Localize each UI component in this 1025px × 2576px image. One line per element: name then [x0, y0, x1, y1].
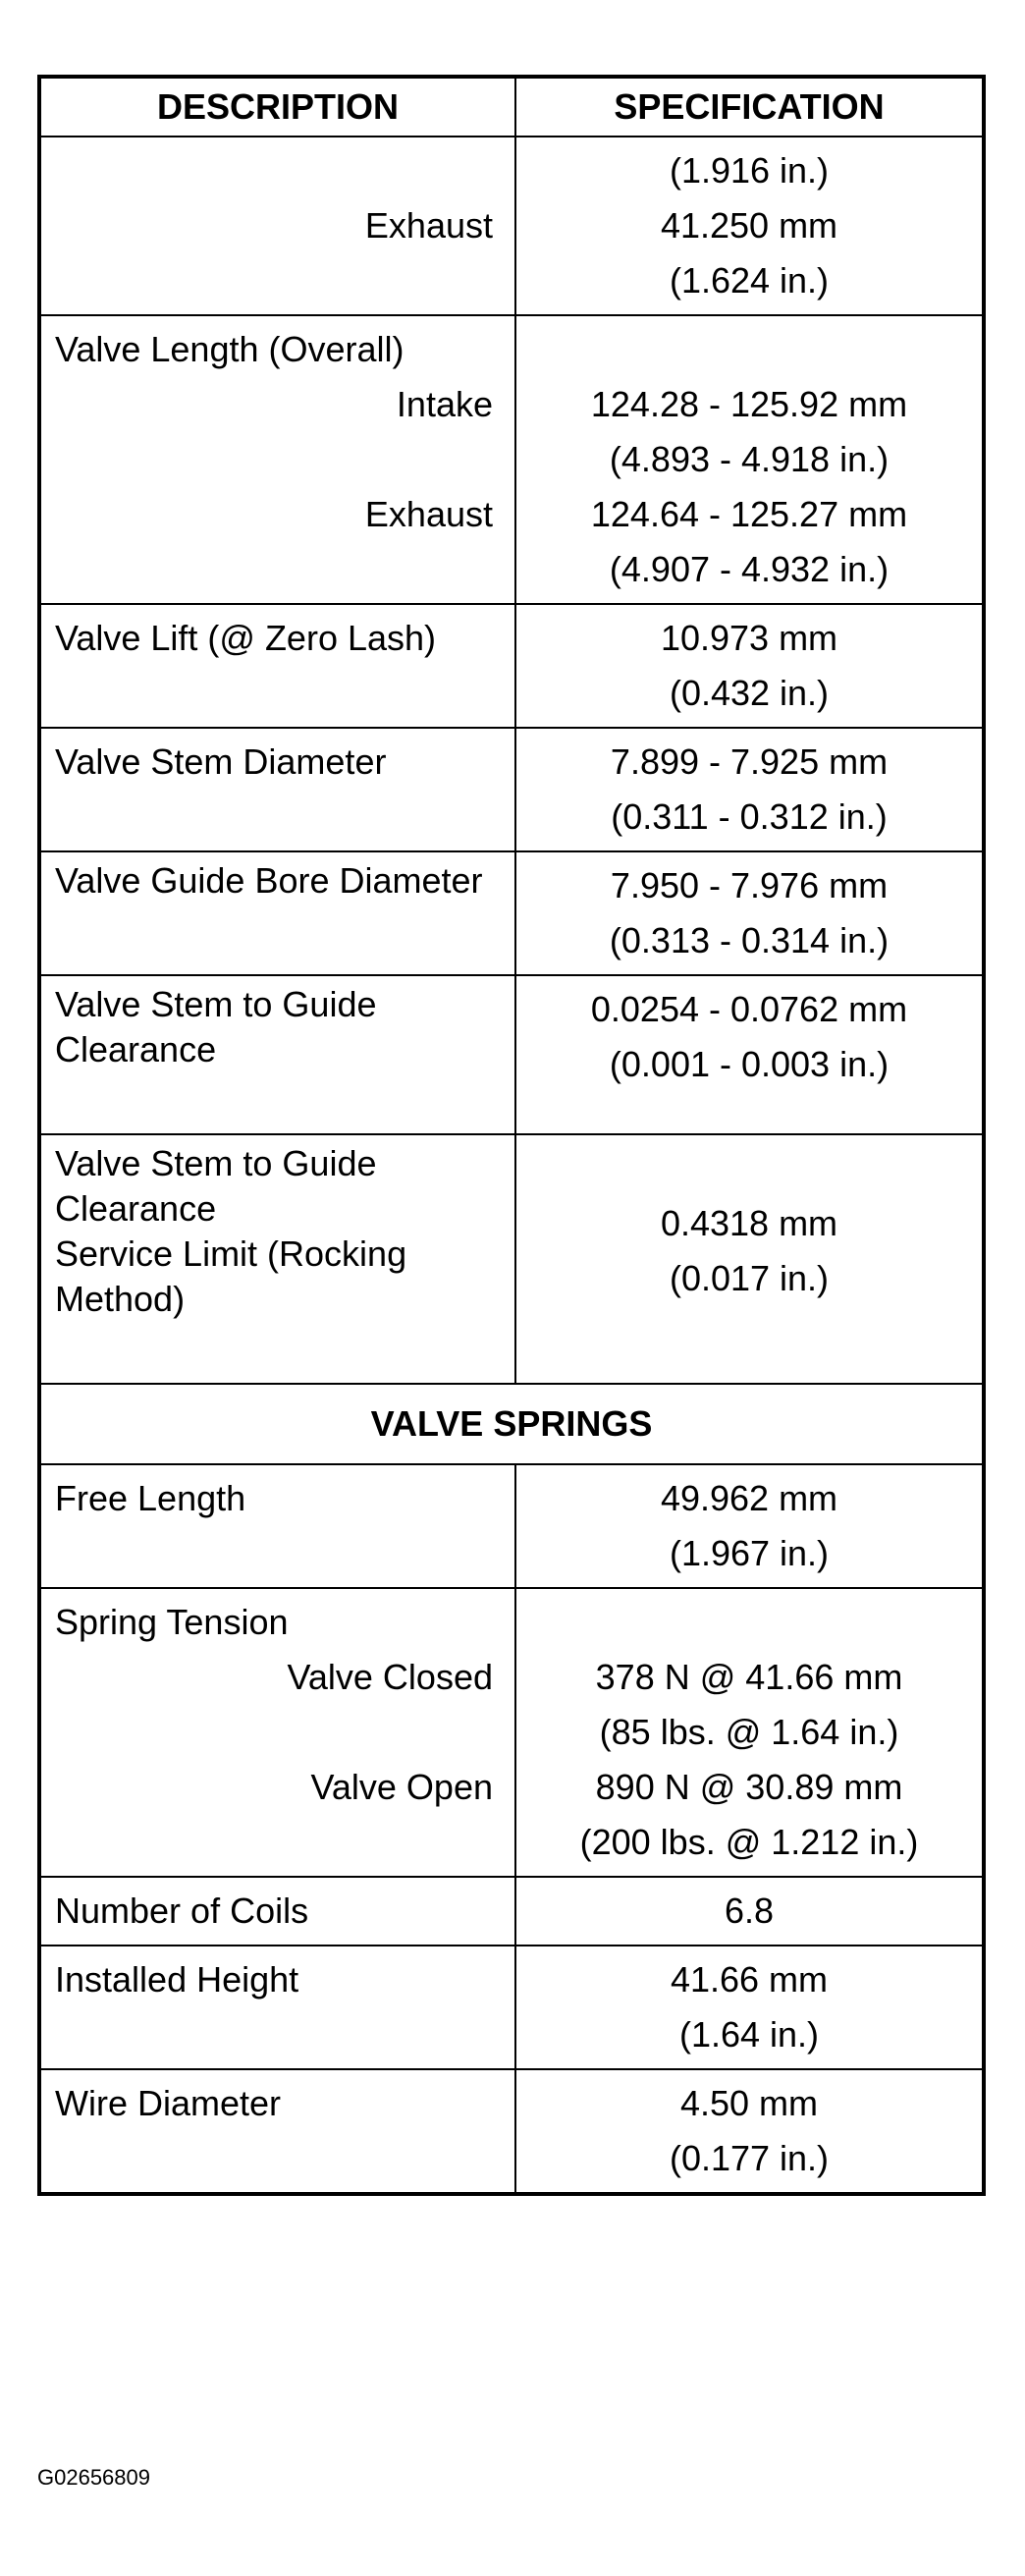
engine-valve-rows: [41, 136, 982, 1383]
description-text: [41, 1705, 514, 1760]
table-row: [41, 727, 982, 850]
specification-value: 890 N @ 30.89 mm: [595, 1767, 903, 1807]
description-cell: [41, 137, 516, 314]
specification-value: (85 lbs. @ 1.64 in.): [599, 1712, 899, 1752]
description-text: Valve Stem to Guide Clearance: [55, 1143, 377, 1229]
specification-value: 6.8: [724, 1891, 775, 1931]
table-row: [41, 1876, 982, 1945]
specification-cell: [516, 1465, 982, 1587]
specification-header: SPECIFICATION: [614, 86, 885, 127]
description-text: Valve Length (Overall): [55, 329, 405, 369]
description-subitem: Valve Open: [310, 1767, 493, 1807]
description-text: [41, 542, 514, 597]
specification-cell: [516, 976, 982, 1133]
table-row: [41, 1133, 982, 1383]
description-text: Spring Tension: [55, 1602, 289, 1642]
specification-value: 4.50 mm: [679, 2083, 819, 2123]
description-text: [41, 1526, 514, 1581]
description-text: Free Length: [55, 1478, 246, 1518]
specification-cell: [516, 1589, 982, 1876]
specification-value: 124.28 - 125.92 mm: [590, 384, 908, 424]
specification-value: (0.432 in.): [669, 673, 830, 713]
specification-value: (200 lbs. @ 1.212 in.): [579, 1822, 919, 1862]
description-text: Number of Coils: [55, 1891, 309, 1931]
valve-spring-rows: [41, 1463, 982, 2192]
description-cell: [41, 1946, 516, 2068]
specification-cell: [516, 605, 982, 727]
description-text: Valve Lift (@ Zero Lash): [55, 618, 437, 658]
table-row: [41, 974, 982, 1133]
description-text: [41, 666, 514, 721]
description-header: DESCRIPTION: [41, 79, 516, 136]
specification-value: (0.001 - 0.003 in.): [609, 1044, 890, 1084]
description-text: [41, 1322, 514, 1377]
specification-cell: [516, 1135, 982, 1383]
description-text: Wire Diameter: [55, 2083, 282, 2123]
table-row: [41, 850, 982, 974]
description-text: [41, 143, 514, 198]
description-cell: [41, 605, 516, 727]
specification-value: (0.177 in.): [669, 2138, 830, 2178]
description-text: [41, 253, 514, 308]
specification-cell: [516, 1878, 982, 1945]
description-subitem: Exhaust: [364, 205, 493, 246]
description-cell: [41, 1878, 516, 1945]
specification-value: 41.250 mm: [660, 205, 838, 246]
table-row: [41, 603, 982, 727]
description-text: Service Limit (Rocking Method): [55, 1233, 407, 1319]
specification-cell: [516, 137, 982, 314]
description-cell: [41, 1135, 516, 1383]
description-text: [41, 904, 514, 959]
description-text: Valve Stem Diameter: [55, 741, 387, 782]
specification-value: [516, 1595, 982, 1650]
table-header-row: [41, 79, 982, 136]
specification-value: (0.311 - 0.312 in.): [611, 796, 888, 837]
table-row: [41, 314, 982, 603]
description-text: [41, 1815, 514, 1870]
section-title-valve-springs: VALVE SPRINGS: [41, 1383, 982, 1463]
description-text: [41, 2007, 514, 2062]
specification-cell: [516, 729, 982, 850]
table-row: [41, 136, 982, 314]
specification-value: 7.899 - 7.925 mm: [610, 741, 889, 782]
description-cell: [41, 1465, 516, 1587]
description-subitem: Exhaust: [364, 494, 493, 534]
specification-value: 124.64 - 125.27 mm: [590, 494, 908, 534]
specification-value: (0.017 in.): [669, 1258, 830, 1298]
description-cell: [41, 852, 516, 974]
description-cell: [41, 976, 516, 1133]
specification-value: 41.66 mm: [670, 1959, 829, 2000]
spec-table: [37, 75, 986, 2196]
specification-value: [516, 322, 982, 377]
specification-value: (4.893 - 4.918 in.): [609, 439, 890, 479]
figure-id: G02656809: [37, 2465, 150, 2490]
description-subitem: Valve Closed: [287, 1657, 493, 1697]
specification-value: 0.0254 - 0.0762 mm: [590, 989, 908, 1029]
specification-value: (1.64 in.): [678, 2014, 820, 2055]
specification-value: 49.962 mm: [660, 1478, 838, 1518]
description-subitem: Intake: [396, 384, 493, 424]
specification-value: 10.973 mm: [660, 618, 838, 658]
description-cell: [41, 729, 516, 850]
description-text: [41, 2131, 514, 2186]
specification-value: 0.4318 mm: [660, 1203, 838, 1243]
specification-cell: [516, 2070, 982, 2192]
specification-value: 378 N @ 41.66 mm: [595, 1657, 903, 1697]
description-text: [41, 1072, 514, 1127]
table-row: [41, 1587, 982, 1876]
specification-value: (1.967 in.): [669, 1533, 830, 1573]
description-cell: [41, 2070, 516, 2192]
description-cell: [41, 1589, 516, 1876]
description-text: [41, 790, 514, 845]
specification-value: (1.916 in.): [669, 150, 830, 191]
specification-value: (1.624 in.): [669, 260, 830, 301]
table-row: [41, 1463, 982, 1587]
specification-value: (0.313 - 0.314 in.): [609, 920, 890, 960]
description-cell: [41, 316, 516, 603]
description-text: Valve Guide Bore Diameter: [55, 860, 483, 901]
specification-cell: [516, 1946, 982, 2068]
specification-cell: [516, 852, 982, 974]
table-row: [41, 1945, 982, 2068]
specification-value: 7.950 - 7.976 mm: [610, 865, 889, 905]
table-row: [41, 2068, 982, 2192]
description-text: [41, 432, 514, 487]
description-text: Valve Stem to Guide Clearance: [55, 984, 377, 1069]
specification-value: (4.907 - 4.932 in.): [609, 549, 890, 589]
specification-cell: [516, 316, 982, 603]
description-text: Installed Height: [55, 1959, 299, 2000]
specification-value: [516, 1141, 982, 1196]
